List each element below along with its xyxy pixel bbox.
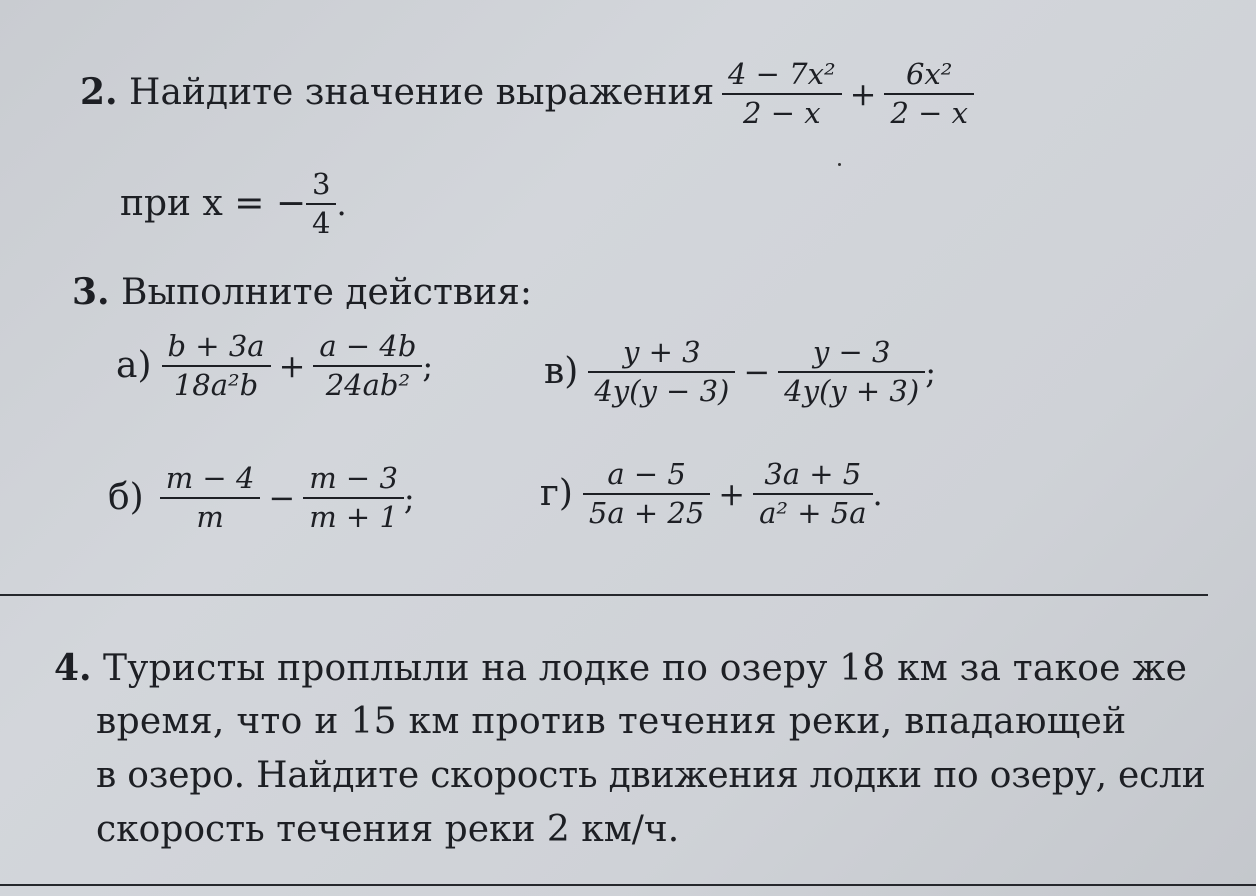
task3-item-v-fraction-2-numerator: y − 3 [778, 336, 925, 373]
task2-condition-fraction [306, 168, 336, 240]
task2-condition-numerator: 3 [306, 168, 336, 205]
bottom-rule [0, 884, 1256, 886]
task3-item-v-fraction-2 [778, 336, 925, 408]
task2-fraction-2-denominator: 2 − x [890, 96, 968, 130]
task3-item-v-fraction-1-denominator: 4y(y − 3) [594, 374, 730, 408]
task3-item-b-fraction-1-numerator: m − 4 [160, 462, 261, 499]
task3-item-a-label: а) [116, 345, 152, 386]
task2-condition-suffix: . [336, 185, 347, 223]
task3-item-v-end: ; [925, 353, 936, 391]
task4-text-line-4: скорость течения реки 2 км/ч. [96, 809, 680, 850]
task4-text-line-1: Туристы проплыли на лодке по озеру 18 км за такое же [103, 648, 1188, 689]
task2-condition [120, 168, 347, 240]
task3-item-b-operator: − [268, 479, 296, 517]
task4-line-1 [54, 648, 1187, 689]
task2-fraction-2 [884, 58, 974, 130]
task3-item-b-fraction-1 [160, 462, 261, 534]
task3-item-b-end: ; [403, 479, 415, 517]
task3-item-b-fraction-2-numerator: m − 3 [303, 462, 404, 499]
task3-item-g-fraction-1-numerator: a − 5 [583, 458, 710, 495]
task2-fraction-1 [722, 58, 842, 130]
task3-item-b-fraction-2 [303, 462, 404, 534]
task3-number: 3. [72, 271, 110, 313]
task3-item-b [108, 462, 415, 534]
task2-fraction-1-denominator: 2 − x [743, 96, 821, 130]
task2-fraction-1-numerator: 4 − 7x² [722, 58, 842, 95]
task3-item-g-fraction-1-denominator: 5a + 25 [588, 496, 705, 530]
task3-item-a-fraction-2-denominator: 24ab² [325, 368, 411, 402]
task3-item-v-operator: − [743, 353, 771, 391]
task3-statement [72, 272, 532, 313]
task3-item-v-label: в) [544, 351, 579, 392]
task3-item-g-operator: + [718, 475, 746, 513]
task2-fraction-2-numerator: 6x² [884, 58, 974, 95]
task3-item-b-fraction-1-denominator: m [196, 500, 224, 534]
task3-text: Выполните действия: [121, 272, 532, 313]
task3-item-a-fraction-2 [313, 330, 422, 402]
task3-item-g-end: . [872, 475, 883, 513]
task3-item-v-fraction-2-denominator: 4y(y + 3) [784, 374, 920, 408]
task3-item-g-fraction-1 [583, 458, 710, 530]
task3-item-a-end: ; [422, 347, 434, 385]
task3-item-a-operator: + [278, 347, 306, 385]
task3-item-a-fraction-1-numerator: b + 3a [162, 330, 271, 367]
task4-text-line-3: в озеро. Найдите скорость движения лодки по озеру, если [96, 755, 1206, 796]
task3-item-b-fraction-2-denominator: m + 1 [309, 500, 398, 534]
task3-item-b-label: б) [108, 477, 144, 518]
task3-item-g-label: г) [540, 473, 573, 514]
task2-expression [722, 58, 974, 130]
task2-number: 2. [80, 71, 118, 113]
section-divider [0, 594, 1208, 596]
task3-item-v-fraction-1-numerator: y + 3 [588, 336, 735, 373]
task3-item-a-fraction-1 [162, 330, 271, 402]
task3-item-a-fraction-1-denominator: 18a²b [173, 368, 259, 402]
speck [838, 163, 841, 166]
task2-plus: + [849, 75, 877, 113]
task3-item-v-fraction-1 [588, 336, 735, 408]
task2-condition-denominator: 4 [312, 206, 331, 240]
task3-item-g-fraction-2 [753, 458, 872, 530]
task3-item-g-fraction-2-numerator: 3a + 5 [753, 458, 872, 495]
task3-item-g [540, 458, 883, 530]
task2-statement [80, 72, 714, 113]
task3-item-a-fraction-2-numerator: a − 4b [313, 330, 422, 367]
task2-text: Найдите значение выражения [129, 72, 715, 113]
task3-item-a [116, 330, 433, 402]
task2-condition-prefix: при x = − [120, 183, 306, 224]
task3-item-g-fraction-2-denominator: a² + 5a [759, 496, 867, 530]
task4-text-line-2: время, что и 15 км против течения реки, впадающей [96, 701, 1127, 742]
task3-item-v [544, 336, 936, 408]
task4-number: 4. [54, 647, 92, 689]
